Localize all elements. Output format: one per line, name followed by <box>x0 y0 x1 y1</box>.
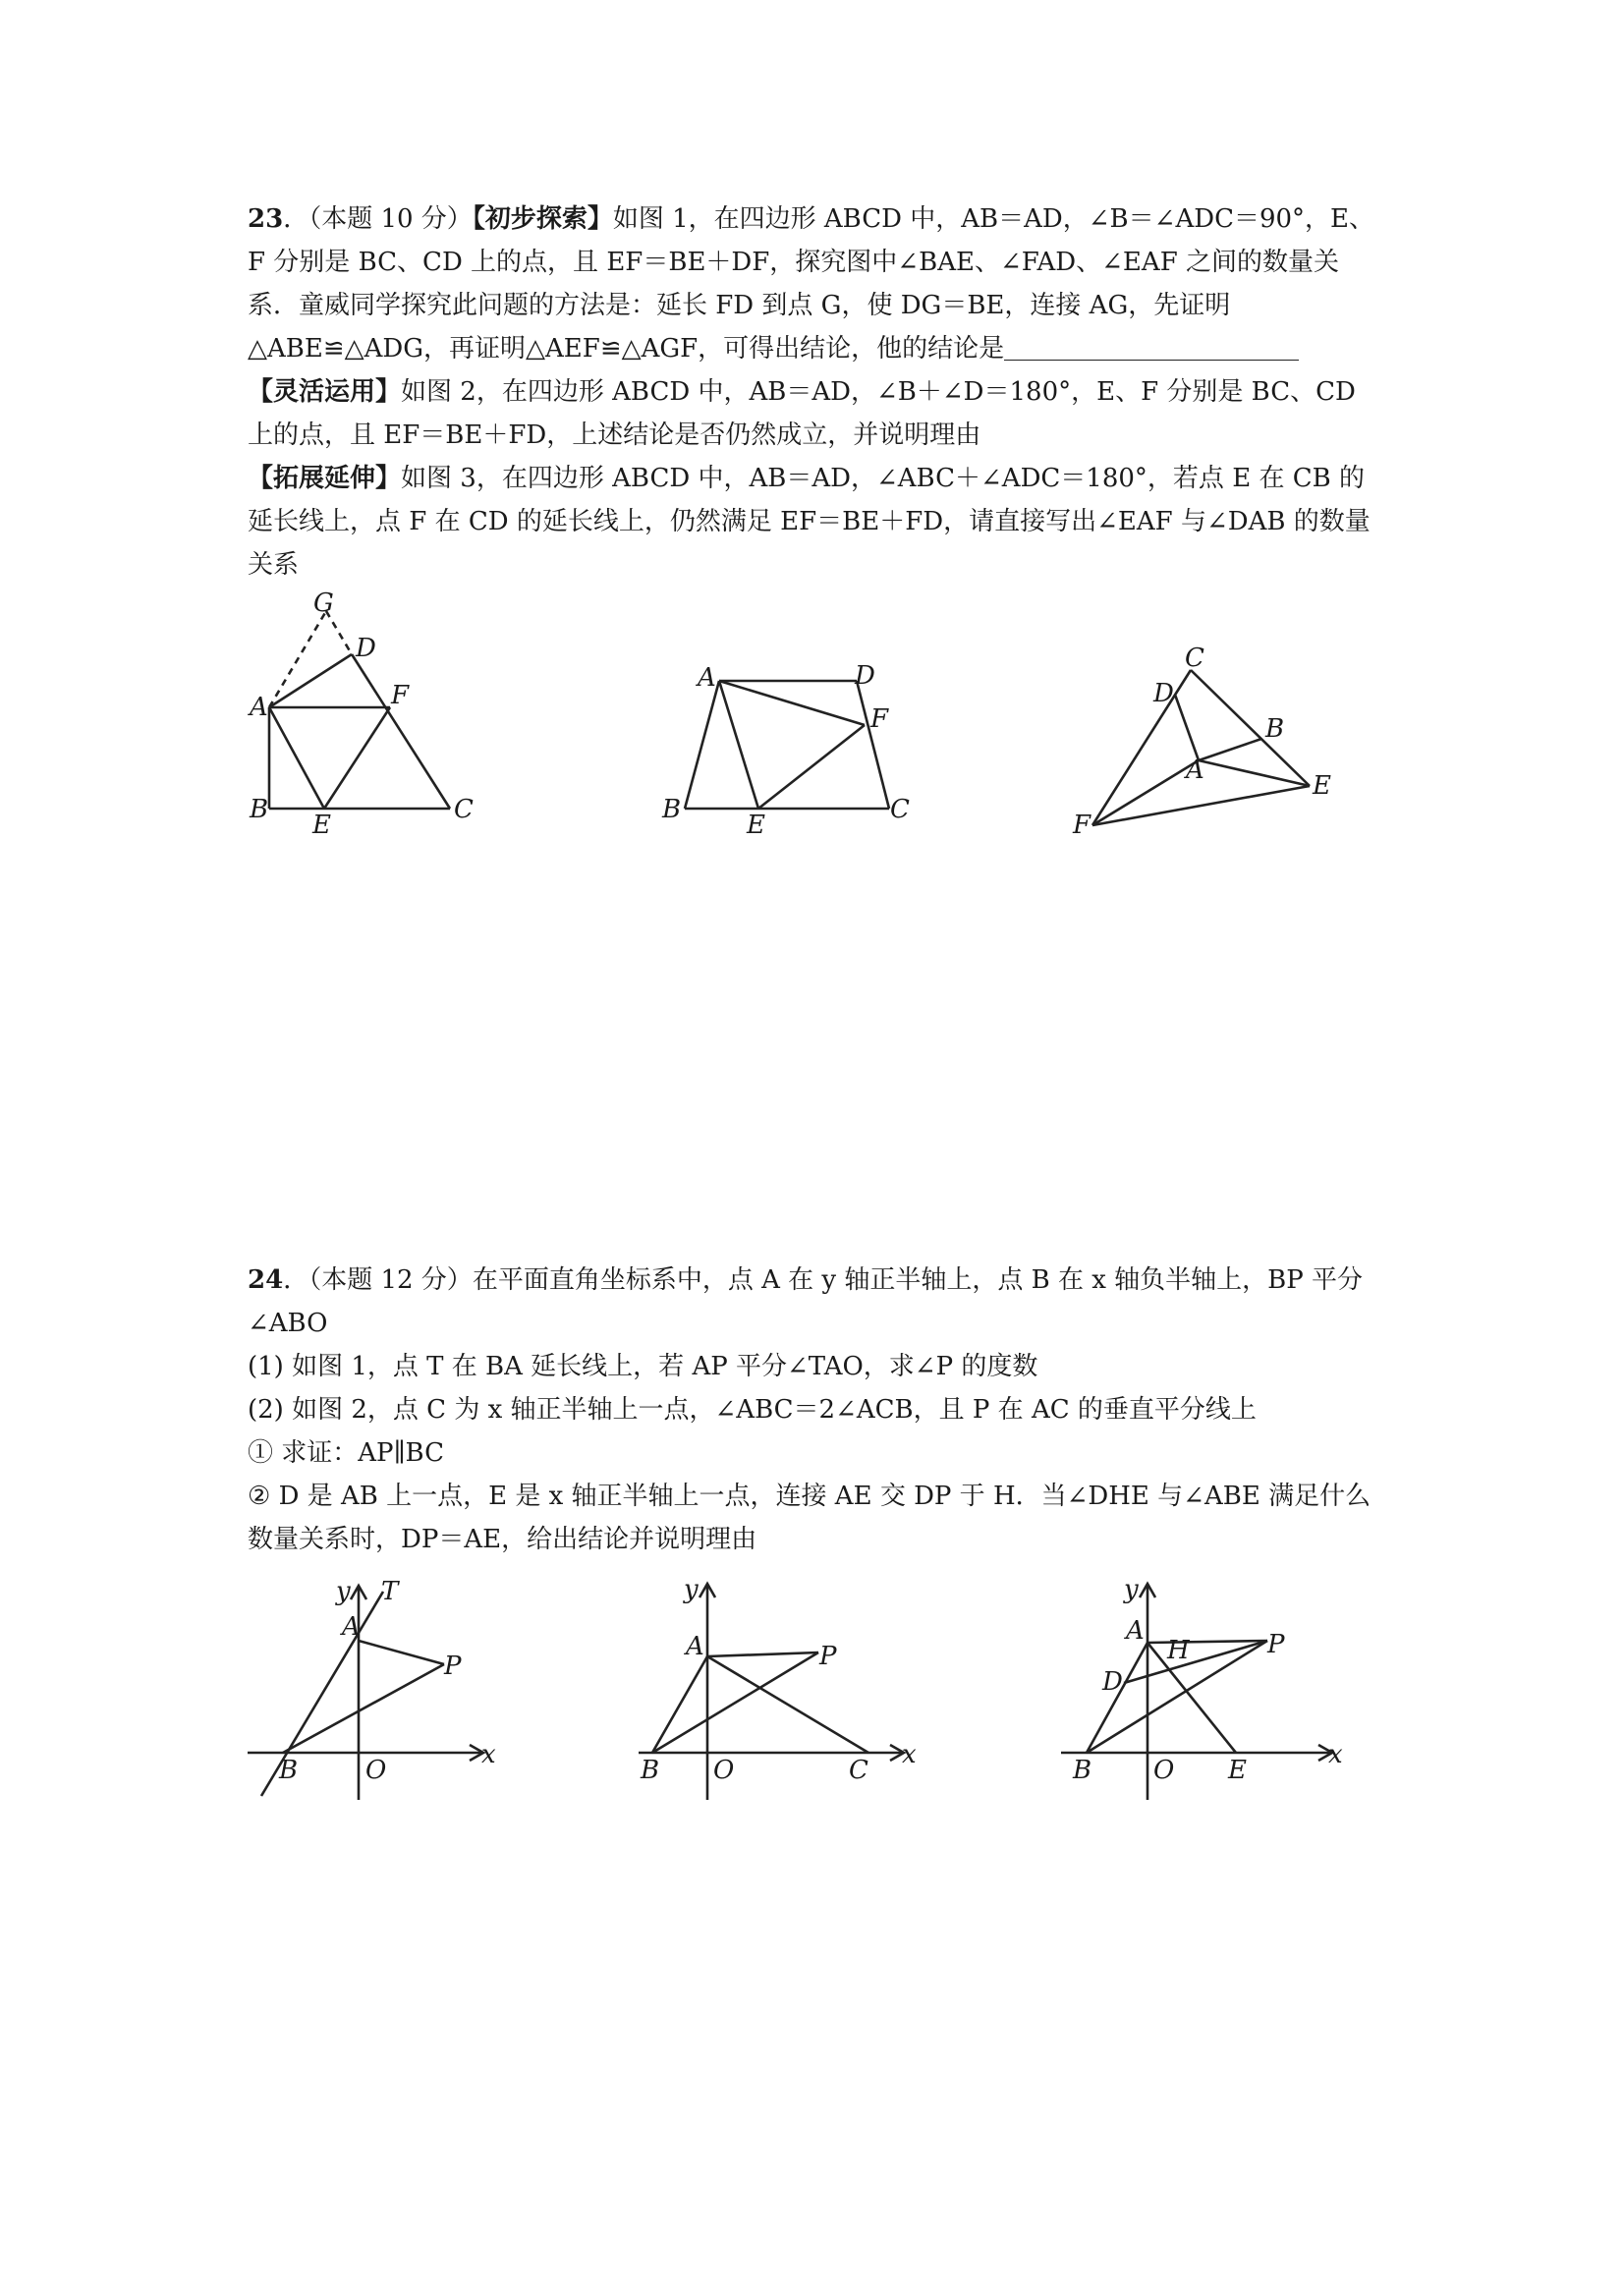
q24fig2-label-O: O <box>713 1756 735 1785</box>
fig3-label-C: C <box>1185 644 1204 673</box>
fig1-line-AG <box>269 611 326 707</box>
q24fig1-label-y: y <box>336 1577 351 1606</box>
fig3-line-FC <box>1092 670 1191 825</box>
q24fig1-label-A: A <box>342 1612 361 1642</box>
fig1-label-E: E <box>312 811 331 840</box>
fig2-label-E: E <box>747 811 765 840</box>
q24fig3-line-AE <box>1147 1643 1236 1753</box>
fig3-label-F: F <box>1073 811 1091 840</box>
q24fig3-line-AP <box>1147 1641 1267 1643</box>
fig2-line-AE <box>719 681 758 809</box>
fig1-label-G: G <box>313 588 334 618</box>
q24-number: 24 <box>248 1265 284 1295</box>
q24fig1-label-x: x <box>481 1740 496 1769</box>
fig2-line-AB <box>685 681 719 809</box>
q24-part2: (2) 如图 2，点 C 为 x 轴正半轴上一点，∠ABC＝2∠ACB，且 P 在 AC 的垂直平分线上 <box>248 1395 1257 1425</box>
fig3-line-AE <box>1199 760 1310 786</box>
q24fig3-label-x: x <box>1328 1740 1343 1769</box>
q24fig3-label-E: E <box>1228 1756 1247 1785</box>
q24fig1-label-T: T <box>381 1577 399 1606</box>
fig3-label-B: B <box>1265 714 1285 744</box>
fig3-label-E: E <box>1313 771 1331 801</box>
fig1-line-DC <box>352 654 450 809</box>
q24fig3-label-P: P <box>1267 1630 1285 1659</box>
fig1-line-EF <box>324 707 390 809</box>
fig1-label-A: A <box>250 693 268 722</box>
q23-section1-text: 如图 1，在四边形 ABCD 中，AB＝AD，∠B＝∠ADC＝90°，E、F 分别是 BC、CD 上的点，且 EF＝BE＋DF，探究图中∠BAE、∠FAD、∠EAF 之间的数量关系．童威同学探究此问题的方法是：延长 FD 到点 G，使 DG＝BE，连接 AG，先证明△ABE≌△ADG，再证明△AEF≌△AGF，可得出结论，他的结论是 <box>248 204 1375 364</box>
q24fig2-label-x: x <box>902 1740 917 1769</box>
fig1-label-D: D <box>356 634 376 663</box>
q23-section3 <box>248 457 1387 587</box>
fig3-label-D: D <box>1153 679 1174 708</box>
q24fig2-line-AB <box>652 1656 707 1753</box>
q24fig3-label-y: y <box>1124 1575 1139 1604</box>
q23-section3-text: 如图 3，在四边形 ABCD 中，AB＝AD，∠ABC＋∠ADC＝180°，若点 E 在 CB 的延长线上，点 F 在 CD 的延长线上，仍然满足 EF＝BE＋FD，请直接写出∠EAF 与∠DAB 的数量关系 <box>248 464 1371 580</box>
q24fig2-label-A: A <box>686 1632 704 1661</box>
q24fig3-label-D: D <box>1102 1667 1123 1697</box>
fig2-line-AF <box>719 681 865 725</box>
q24-points: ．（本题 12 分） <box>283 1265 473 1295</box>
question-24 <box>248 1259 1387 1561</box>
q23-figure-1 <box>236 580 481 845</box>
q24-part2-i: ① 求证：AP∥BC <box>248 1438 445 1468</box>
q24fig3-label-O: O <box>1153 1756 1175 1785</box>
q23-number: 23 <box>248 204 284 234</box>
q23-section2 <box>248 370 1387 457</box>
q24fig2-label-C: C <box>849 1756 868 1785</box>
fig2-line-DC <box>857 681 889 809</box>
question-23 <box>248 197 1387 587</box>
q23-figure-3 <box>1061 629 1356 845</box>
q24-figure-3 <box>1051 1572 1346 1808</box>
q24-figure-1 <box>236 1572 511 1808</box>
q24fig1-line-AP <box>359 1641 444 1664</box>
q24fig3-label-H: H <box>1167 1636 1190 1665</box>
q23-section3-title: 【拓展延伸】 <box>248 464 402 493</box>
q24-intro-text: 在平面直角坐标系中，点 A 在 y 轴正半轴上，点 B 在 x 轴负半轴上，BP 平分∠ABO <box>248 1265 1364 1338</box>
fig2-label-F: F <box>870 704 889 734</box>
fig3-line-DA <box>1175 695 1199 760</box>
q23-points: ．（本题 10 分） <box>283 204 473 234</box>
q24fig2-line-BP <box>652 1652 818 1753</box>
q23-section1 <box>248 197 1387 370</box>
fig1-line-AE <box>269 707 324 809</box>
q24fig3-line-AB <box>1087 1643 1147 1753</box>
fig3-line-CE <box>1191 670 1310 786</box>
q23-section2-text: 如图 2，在四边形 ABCD 中，AB＝AD，∠B＋∠D＝180°，E、F 分别是 BC、CD 上的点，且 EF＝BE＋FD，上述结论是否仍然成立，并说明理由 <box>248 377 1356 450</box>
answer-blank[interactable] <box>1004 330 1299 361</box>
fig2-label-B: B <box>662 795 682 824</box>
q23-section2-title: 【灵活运用】 <box>248 377 402 407</box>
q23-section1-title: 【初步探索】 <box>472 204 613 234</box>
q24-part2-ii: ② D 是 AB 上一点，E 是 x 轴正半轴上一点，连接 AE 交 DP 于 H．当∠DHE 与∠ABE 满足什么数量关系时，DP＝AE，给出结论并说明理由 <box>248 1482 1371 1554</box>
q24fig2-line-AP <box>707 1652 818 1656</box>
fig1-label-F: F <box>391 681 410 710</box>
q23-figure-2 <box>648 648 923 845</box>
q24-part1: (1) 如图 1，点 T 在 BA 延长线上，若 AP 平分∠TAO，求∠P 的度数 <box>248 1352 1038 1381</box>
fig2-label-D: D <box>855 661 875 691</box>
fig1-line-AD <box>269 654 352 707</box>
q24fig2-label-P: P <box>819 1642 837 1671</box>
fig3-line-AB <box>1199 739 1261 760</box>
q24fig2-label-B: B <box>641 1756 660 1785</box>
fig1-label-B: B <box>250 795 269 824</box>
fig2-label-A: A <box>698 663 716 693</box>
q24fig3-label-A: A <box>1126 1616 1145 1646</box>
q24fig1-label-P: P <box>444 1652 462 1681</box>
q24-figure-2 <box>629 1572 923 1808</box>
q24fig2-label-y: y <box>684 1575 699 1604</box>
q24-intro <box>248 1259 1387 1345</box>
q24fig1-line-BP <box>283 1664 444 1753</box>
q24fig1-label-B: B <box>279 1756 299 1785</box>
fig1-label-C: C <box>454 795 474 824</box>
fig2-line-EF <box>758 725 865 809</box>
q24fig1-label-O: O <box>365 1756 387 1785</box>
q24fig3-label-B: B <box>1073 1756 1092 1785</box>
fig2-label-C: C <box>890 795 910 824</box>
fig3-label-A: A <box>1186 756 1204 785</box>
